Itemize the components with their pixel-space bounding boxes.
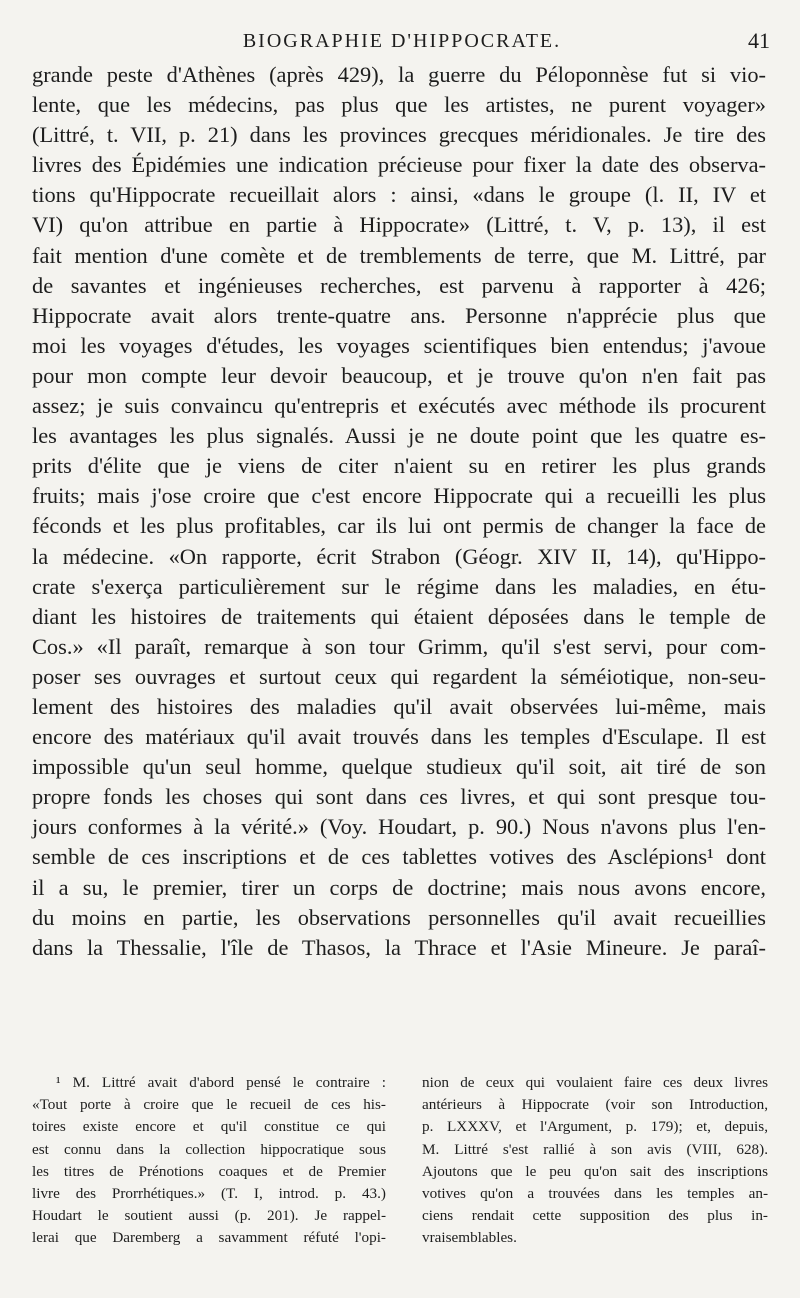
body-line: lente, que les médecins, pas plus que les artistes, ne purent voyager» <box>32 92 766 118</box>
body-line: prits d'élite que je viens de citer n'aient su en retirer les plus grands <box>32 453 766 479</box>
running-title: BIOGRAPHIE D'HIPPOCRATE. <box>242 30 562 52</box>
footnote-line: p. LXXXV, et l'Argument, p. 179); et, depuis, <box>422 1118 768 1136</box>
body-line: du moins en partie, les observations personnelles qu'il avait recueillies <box>32 904 766 930</box>
footnote-column-left <box>32 1072 386 1250</box>
body-line: de savantes et ingénieuses recherches, est parvenu à rapporter à 426; <box>32 272 766 298</box>
body-line: (Littré, t. VII, p. 21) dans les provinces grecques méridionales. Je tire des <box>32 122 766 148</box>
body-line: tions qu'Hippocrate recueillait alors : ainsi, «dans le groupe (l. II, IV et <box>32 182 766 208</box>
body-line: moi les voyages d'études, les voyages scientifiques bien entendus; j'avoue <box>32 332 766 358</box>
footnote-line: vraisemblables. <box>422 1229 517 1247</box>
body-line: encore des matériaux qu'il avait trouvés dans les temples d'Esculape. Il est <box>32 724 766 750</box>
body-line: crate s'exerça particulièrement sur le régime dans les maladies, en étu- <box>32 573 766 599</box>
body-line: assez; je suis convaincu qu'entrepris et exécutés avec méthode ils procurent <box>32 393 766 419</box>
footnote-line: les titres de Prénotions coaques et de Premier <box>32 1162 386 1180</box>
body-line: propre fonds les choses qui sont dans ces livres, et qui sont presque tou- <box>32 784 766 810</box>
page-header <box>34 28 770 58</box>
body-line: féconds et les plus profitables, car ils lui ont permis de changer la face de <box>32 513 766 539</box>
body-line: poser ses ouvrages et surtout ceux qui regardent la séméiotique, non-seu- <box>32 663 766 689</box>
body-line: semble de ces inscriptions et de ces tablettes votives des Asclépions¹ dont <box>32 844 766 870</box>
body-line: VI) qu'on attribue en partie à Hippocrate» (Littré, t. V, p. 13), il est <box>32 212 766 238</box>
body-text <box>32 60 766 963</box>
body-line: Hippocrate avait alors trente-quatre ans. Personne n'apprécie plus que <box>32 302 766 328</box>
footnote-line: votives qu'on a trouvées dans les temples an- <box>422 1184 768 1202</box>
body-line: jours conformes à la vérité.» (Voy. Houdart, p. 90.) Nous n'avons plus l'en- <box>32 814 766 840</box>
footnote-line: Ajoutons que le peu qu'on sait des inscriptions <box>422 1162 768 1180</box>
body-line: dans la Thessalie, l'île de Thasos, la Thrace et l'Asie Mineure. Je paraî- <box>32 934 766 960</box>
body-line: lement des histoires des maladies qu'il avait observées lui-même, mais <box>32 693 766 719</box>
body-line: il a su, le premier, tirer un corps de doctrine; mais nous avons encore, <box>32 874 766 900</box>
footnote-line: nion de ceux qui voulaient faire ces deux livres <box>422 1074 768 1091</box>
footnote-line: est connu dans la collection hippocratique sous <box>32 1140 386 1158</box>
body-line: fruits; mais j'ose croire que c'est encore Hippocrate qui a recueilli les plus <box>32 483 766 509</box>
body-line: impossible qu'un seul homme, quelque studieux qu'il soit, ait tiré de son <box>32 754 766 780</box>
body-line: la médecine. «On rapporte, écrit Strabon (Géogr. XIV II, 14), qu'Hippo- <box>32 543 766 569</box>
page-number: 41 <box>748 28 770 53</box>
footnote-line: antérieurs à Hippocrate (voir son Introduction, <box>422 1096 768 1114</box>
footnote-line: ¹ M. Littré avait d'abord pensé le contraire : <box>56 1074 386 1091</box>
footnote-column-right <box>422 1072 768 1250</box>
body-line: grande peste d'Athènes (après 429), la guerre du Péloponnèse fut si vio- <box>32 62 766 87</box>
footnote-line: livre des Prorrhétiques.» (T. I, introd. p. 43.) <box>32 1184 386 1202</box>
body-line: Cos.» «Il paraît, remarque à son tour Grimm, qu'il s'est servi, pour com- <box>32 633 766 659</box>
body-line: diant les histoires de traitements qui étaient déposées dans le temple de <box>32 603 766 629</box>
footnote-line: M. Littré s'est rallié à son avis (VIII, 628). <box>422 1140 768 1158</box>
footnote-line: toires existe encore et qu'il constitue ce qui <box>32 1118 386 1136</box>
body-line: pour mon compte leur devoir beaucoup, et je trouve qu'on n'en fait pas <box>32 362 766 388</box>
footnote-line: Houdart le soutient aussi (p. 201). Je rappel- <box>32 1207 386 1225</box>
footnote-line: «Tout porte à croire que le recueil de ces his- <box>32 1096 386 1114</box>
footnote-line: ciens rendait cette supposition des plus in- <box>422 1207 768 1225</box>
body-line: les avantages les plus signalés. Aussi je ne doute point que les quatre es- <box>32 423 766 449</box>
footnote-line: lerai que Daremberg a savamment réfuté l'opi- <box>32 1229 386 1247</box>
body-line: livres des Épidémies une indication précieuse pour fixer la date des observa- <box>32 152 766 178</box>
body-line: fait mention d'une comète et de tremblements de terre, que M. Littré, par <box>32 242 766 268</box>
